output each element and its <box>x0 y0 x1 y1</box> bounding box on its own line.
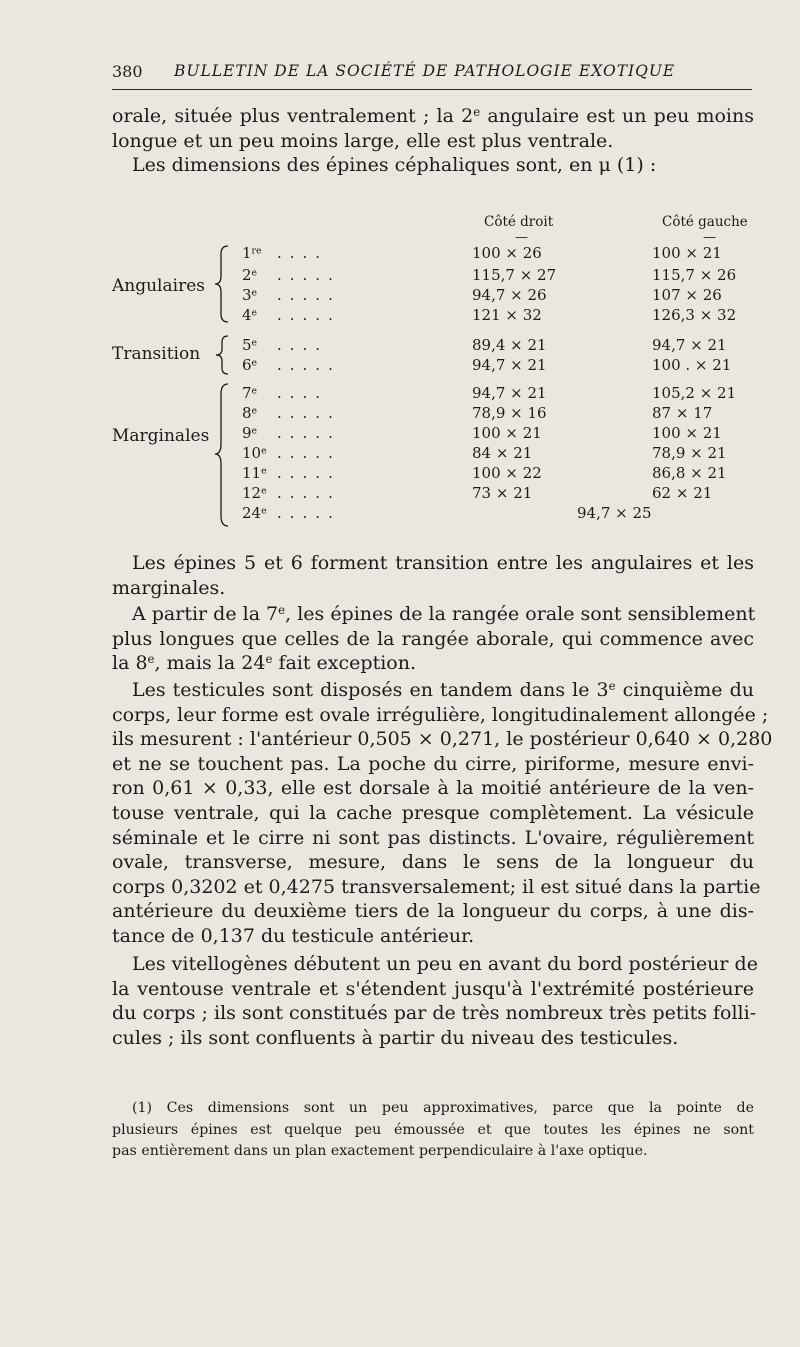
table-row: 4e ..... 121 × 32 126,3 × 32 <box>242 306 737 324</box>
cell-gauche: 86,8 × 21 <box>652 464 727 482</box>
spine-ordinal: 9e <box>242 424 258 442</box>
cell-gauche: 94,7 × 21 <box>652 336 727 354</box>
text-line: touse ventrale, qui la cache presque complètement. La vésicule <box>112 801 754 824</box>
cell-droit: 94,7 × 21 <box>472 356 547 374</box>
cell-droit: 84 × 21 <box>472 444 533 462</box>
spine-ordinal: 11e <box>242 464 267 482</box>
cell-gauche: 87 × 17 <box>652 404 713 422</box>
text-line: Les testicules sont disposés en tandem dans le 3e cinquième du <box>132 679 754 701</box>
cell-droit: 100 × 22 <box>472 464 542 482</box>
table-row: 12e ..... 73 × 21 62 × 21 <box>242 484 713 502</box>
spine-ordinal: 8e <box>242 404 258 422</box>
group-label-angulaires: Angulaires <box>112 276 205 296</box>
text-line: corps, leur forme est ovale irrégulière, longitudinalement allongée ; <box>112 703 769 726</box>
text-line: orale, située plus ventralement ; la 2e angulaire est un peu moins <box>112 105 754 127</box>
text-line: du corps ; ils sont constitués par de très nombreux très petits folli- <box>112 1002 757 1025</box>
spine-ordinal: 5e <box>242 336 258 354</box>
cell-gauche: 78,9 × 21 <box>652 444 727 462</box>
spine-ordinal: 10e <box>242 444 267 462</box>
text-line: corps 0,3202 et 0,4275 transversalement; il est situé dans la partie <box>112 875 761 898</box>
text-line: A partir de la 7e, les épines de la rangée orale sont sensiblement <box>132 603 756 625</box>
text-line: ovale, transverse, mesure, dans le sens de la longueur du <box>112 851 754 874</box>
table-row: 6e ..... 94,7 × 21 100 . × 21 <box>242 356 732 374</box>
body-paragraph <box>112 602 754 676</box>
table-row: 5e .... 89,4 × 21 94,7 × 21 <box>242 336 727 354</box>
cell-droit: 94,7 × 21 <box>472 384 547 402</box>
footnote <box>112 1098 754 1163</box>
spine-ordinal: 1re <box>242 244 262 262</box>
group-label-marginales: Marginales <box>112 426 210 446</box>
spine-ordinal: 4e <box>242 306 258 324</box>
col-header-gauche: Côté gauche <box>662 214 748 230</box>
header-rule <box>112 89 752 90</box>
table-row: 10e ..... 84 × 21 78,9 × 21 <box>242 444 727 462</box>
text-line: longue et un peu moins large, elle est plus ventrale. <box>112 129 614 152</box>
cell-droit: 121 × 32 <box>472 306 542 324</box>
intro-paragraph <box>112 104 754 178</box>
col-dash: — <box>703 230 716 245</box>
footnote-line: pas entièrement dans un plan exactement perpendiculaire à l'axe optique. <box>112 1143 648 1159</box>
spine-ordinal: 6e <box>242 356 258 374</box>
cell-gauche: 126,3 × 32 <box>652 306 737 324</box>
table-row: 11e ..... 100 × 22 86,8 × 21 <box>242 464 727 482</box>
spine-dimensions-table <box>112 200 772 540</box>
body-paragraph <box>112 952 758 1050</box>
cell-droit: 100 × 21 <box>472 424 542 442</box>
spine-ordinal: 3e <box>242 286 258 304</box>
text-line: la ventouse ventrale et s'étendent jusqu'à l'extrémité postérieure <box>112 977 754 1000</box>
text-line: ron 0,61 × 0,33, elle est dorsale à la moitié antérieure de la ven- <box>112 777 754 800</box>
group-label-transition: Transition <box>112 344 201 364</box>
table-row: 2e ..... 115,7 × 27 115,7 × 26 <box>242 266 737 284</box>
text-line: cules ; ils sont confluents à partir du niveau des testicules. <box>112 1026 679 1049</box>
body-paragraph <box>112 551 754 600</box>
table-row: 8e ..... 78,9 × 16 87 × 17 <box>242 404 713 422</box>
running-header <box>112 62 752 86</box>
spine-ordinal: 24e <box>242 504 267 522</box>
table-row: 7e .... 94,7 × 21 105,2 × 21 <box>242 384 737 402</box>
cell-gauche: 105,2 × 21 <box>652 384 737 402</box>
col-header-droit: Côté droit <box>484 214 554 230</box>
cell-both-sides: 94,7 × 25 <box>577 504 652 522</box>
table-row: 9e ..... 100 × 21 100 × 21 <box>242 424 722 442</box>
cell-droit: 115,7 × 27 <box>472 266 557 284</box>
text-line: Les dimensions des épines céphaliques sont, en μ (1) : <box>132 154 657 177</box>
text-line: la 8e, mais la 24e fait exception. <box>112 652 416 675</box>
text-line: antérieure du deuxième tiers de la longueur du corps, à une dis- <box>112 900 754 923</box>
page-number: 380 <box>112 62 143 81</box>
spine-ordinal: 2e <box>242 266 258 284</box>
cell-droit: 94,7 × 26 <box>472 286 547 304</box>
cell-gauche: 115,7 × 26 <box>652 266 737 284</box>
cell-droit: 100 × 26 <box>472 244 542 262</box>
running-title: BULLETIN DE LA SOCIÉTÉ DE PATHOLOGIE EXOTIQUE <box>174 62 676 80</box>
table-row: 1re .... 100 × 26 100 × 21 <box>242 244 722 262</box>
cell-gauche: 100 . × 21 <box>652 356 732 374</box>
col-dash: — <box>515 230 528 245</box>
text-line: ils mesurent : l'antérieur 0,505 × 0,271, le postérieur 0,640 × 0,280 <box>112 728 773 751</box>
table-row: 3e ..... 94,7 × 26 107 × 26 <box>242 286 722 304</box>
body-paragraph <box>112 678 773 949</box>
table-row: 24e ..... 94,7 × 25 <box>242 504 652 522</box>
cell-droit: 73 × 21 <box>472 484 533 502</box>
spine-ordinal: 7e <box>242 384 258 402</box>
text-line: et ne se touchent pas. La poche du cirre, piriforme, mesure envi- <box>112 752 754 775</box>
cell-gauche: 62 × 21 <box>652 484 713 502</box>
text-line: Les vitellogènes débutent un peu en avant du bord postérieur de <box>132 953 758 975</box>
text-line: Les épines 5 et 6 forment transition entre les angulaires et les <box>132 552 754 574</box>
cell-droit: 89,4 × 21 <box>472 336 547 354</box>
text-line: tance de 0,137 du testicule antérieur. <box>112 924 475 947</box>
cell-gauche: 100 × 21 <box>652 424 722 442</box>
text-line: marginales. <box>112 576 226 599</box>
cell-droit: 78,9 × 16 <box>472 404 547 422</box>
footnote-line: plusieurs épines est quelque peu émoussée et que toutes les épines ne sont <box>112 1121 754 1138</box>
cell-gauche: 107 × 26 <box>652 286 722 304</box>
spine-ordinal: 12e <box>242 484 267 502</box>
text-line: séminale et le cirre ni sont pas distincts. L'ovaire, régulièrement <box>112 826 754 849</box>
cell-gauche: 100 × 21 <box>652 244 722 262</box>
footnote-line: (1) Ces dimensions sont un peu approximatives, parce que la pointe de <box>132 1100 754 1116</box>
text-line: plus longues que celles de la rangée aborale, qui commence avec <box>112 627 754 650</box>
